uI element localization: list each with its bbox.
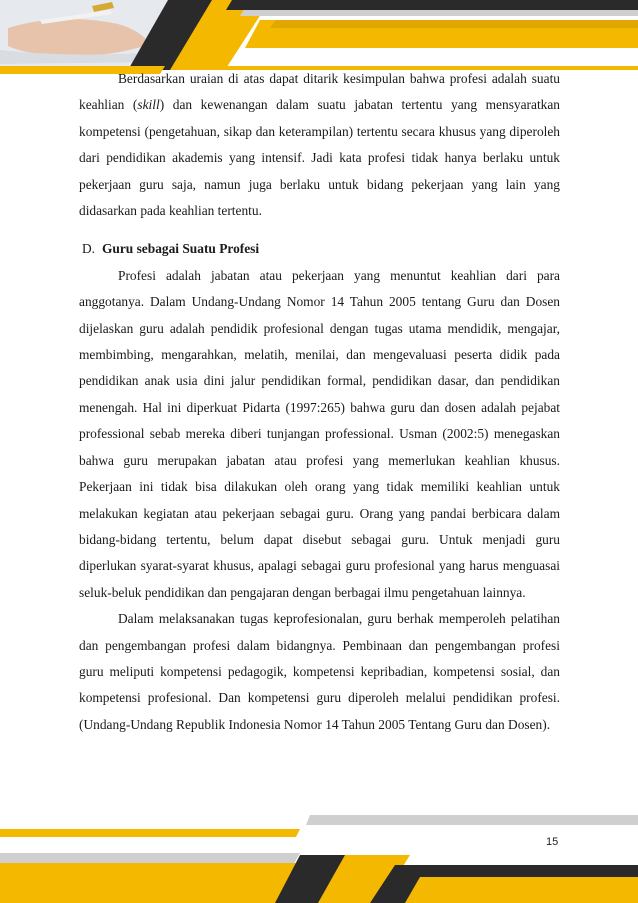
section-heading bbox=[79, 236, 560, 262]
paragraph-professional-development: Dalam melaksanakan tugas keprofesionalan, guru berhak memperoleh pelatihan dan pengembangan profesi dalam bidangnya. Pembinaan dan pengembangan profesi guru meliputi kompetensi pedagogik, kompetensi kepribadian, kompetensi sosial, dan kompetensi profesional. Dan kompetensi guru diperoleh melalui pendidikan profesi. (Undang-Undang Republik Indonesia Nomor 14 Tahun 2005 Tentang Guru dan Dosen). bbox=[79, 611, 560, 732]
footer-decoration bbox=[0, 815, 638, 903]
page-content bbox=[79, 66, 560, 738]
paragraph-1-emphasis: skill bbox=[137, 97, 160, 113]
page-number: 15 bbox=[546, 836, 559, 848]
paragraph-profession-conclusion bbox=[79, 66, 560, 224]
section-letter: D. bbox=[82, 241, 96, 257]
paragraph-teacher-profession: Profesi adalah jabatan atau pekerjaan yang menuntut keahlian dari para anggotanya. Dalam Undang-Undang Nomor 14 Tahun 2005 tentang Guru dan Dosen dijelaskan guru adalah pendidik profesional dengan tugas utama mendidik, mengajar, membimbing, mengarahkan, melatih, menilai, dan mengevaluasi peserta didik pada pendidikan anak usia dini jalur pendidikan formal, pendidikan dasar, dan pendidikan menengah. Hal ini diperkuat Pidarta (1997:265) bahwa guru dan dosen adalah pejabat professional sebab mereka diberi tunjangan professional. Usman (2002:5) menegaskan bahwa guru merupakan jabatan atau profesi yang memerlukan keahlian khusus. Pekerjaan ini tidak bisa dilakukan oleh orang yang tidak memiliki keahlian untuk melakukan kegiatan atau pekerjaan sebagai guru. Orang yang pandai berbicara dalam bidang-bidang tertentu, belum dapat disebut sebagai guru. Untuk menjadi guru diperlukan syarat-syarat khusus, apalagi sebagai guru profesional yang harus menguasai seluk-beluk pendidikan dan pengajaran dengan berbagai ilmu pengetahuan lainnya. bbox=[79, 267, 560, 600]
paragraph-1-text-after: ) dan kewenangan dalam suatu jabatan tertentu yang mensyaratkan kompetensi (pengetahuan, sikap dan keterampilan) tertentu secara khusus yang diperoleh dari pendidikan akademis yang intensif. Jadi kata profesi tidak hanya berlaku untuk pekerjaan guru saja, namun juga berlaku untuk bidang pekerjaan yang lain yang didasarkan pada keahlian tertentu. bbox=[79, 97, 560, 219]
paragraph-1-text-before: Berdasarkan uraian di atas dapat ditarik kesimpulan bahwa profesi adalah suatu keahlian ( bbox=[79, 71, 560, 113]
section-title: Guru sebagai Suatu Profesi bbox=[102, 241, 260, 257]
